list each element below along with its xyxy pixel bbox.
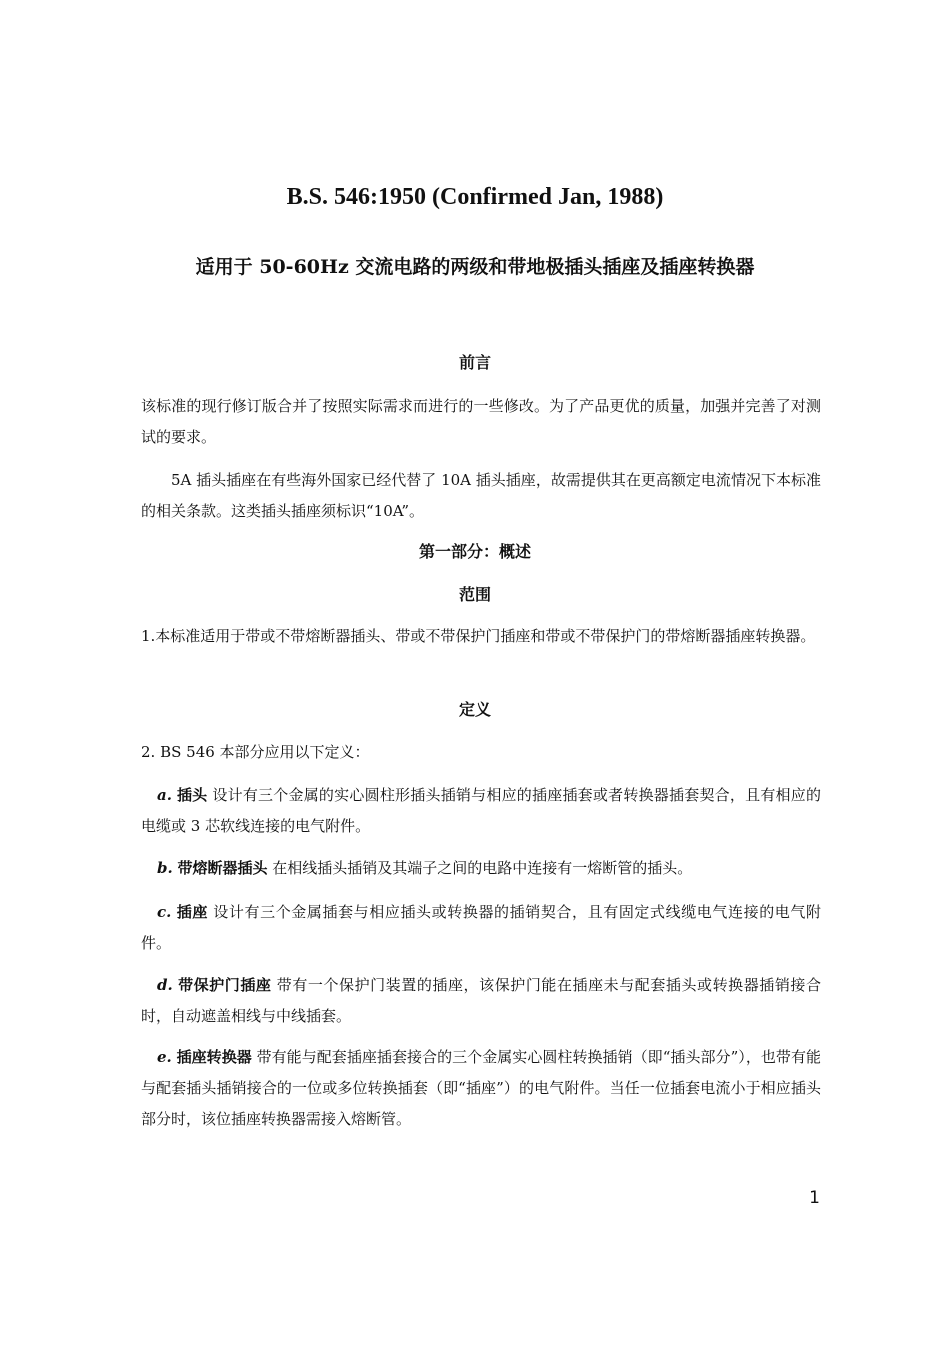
definition-socket-adaptor (141, 1042, 821, 1135)
foreword-paragraph-1: 该标准的现行修订版合并了按照实际需求而进行的一些修改。为了产品更优的质量，加强并完善了对测试的要求。 (141, 397, 821, 446)
page-number: 1 (809, 1188, 820, 1208)
foreword-heading: 前言 (458, 353, 491, 372)
definition-text: 带有一个保护门装置的插座，该保护门能在插座未与配套插头或转换器插销接合时，自动遮盖相线与中线插套。 (141, 976, 821, 1025)
definition-term: 带保护门插座 (178, 976, 272, 994)
definition-term: 插头 (176, 786, 208, 804)
document-title: B.S. 546:1950 (Confirmed Jan, 1988) (286, 184, 664, 210)
scope-paragraph: 1.本标准适用于带或不带熔断器插头、带或不带保护门插座和带或不带保护门的带熔断器插座转换器。 (141, 627, 816, 645)
definition-letter: c. (157, 903, 172, 921)
definition-fused-plug (141, 853, 821, 884)
definition-text: 在相线插头插销及其端子之间的电路中连接有一熔断管的插头。 (267, 859, 693, 877)
part-one-heading: 第一部分：概述 (418, 542, 531, 561)
definition-term: 带熔断器插头 (177, 859, 268, 877)
scope-heading: 范围 (458, 585, 491, 604)
definition-term: 插座 (176, 903, 208, 921)
definition-letter: d. (157, 976, 173, 994)
definition-text: 设计有三个金属的实心圆柱形插头插销与相应的插座插套或者转换器插套契合，且有相应的电缆或 3 芯软线连接的电气附件。 (141, 786, 821, 835)
definition-term: 插座转换器 (176, 1048, 252, 1066)
definition-letter: a. (157, 786, 172, 804)
definition-letter: b. (157, 859, 173, 877)
definition-shuttered-socket (141, 970, 821, 1032)
definition-socket (141, 897, 821, 959)
definition-text: 带有能与配套插座插套接合的三个金属实心圆柱转换插销（即“插头部分”），也带有能与配套插头插销接合的一位或多位转换插套（即“插座”）的电气附件。当任一位插套电流小于相应插头部分时，该位插座转换器需接入熔断管。 (141, 1048, 821, 1128)
definition-letter: e. (157, 1048, 172, 1066)
document-subtitle: 适用于 50-60Hz 交流电路的两级和带地极插头插座及插座转换器 (195, 256, 755, 278)
foreword-paragraph-2: 5A 插头插座在有些海外国家已经代替了 10A 插头插座，故需提供其在更高额定电流情况下本标准的相关条款。这类插头插座须标识“10A”。 (141, 471, 821, 520)
definition-text: 设计有三个金属插套与相应插头或转换器的插销契合，且有固定式线缆电气连接的电气附件。 (141, 903, 821, 952)
definitions-heading: 定义 (458, 700, 491, 719)
definition-plug (141, 780, 821, 842)
definitions-intro: 2. BS 546 本部分应用以下定义： (141, 743, 370, 761)
